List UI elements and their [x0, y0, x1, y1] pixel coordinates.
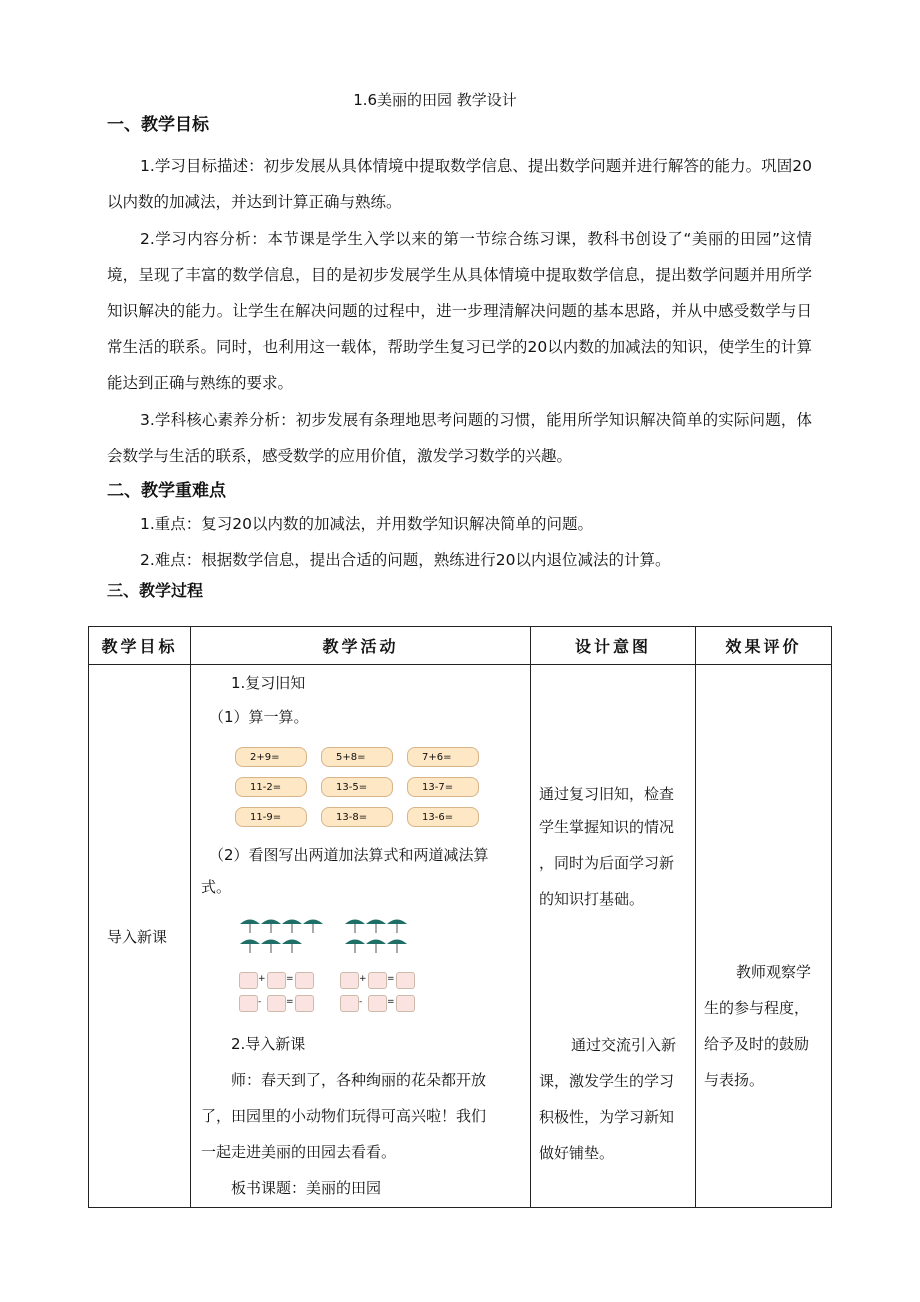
picture-task: 式。 [201, 878, 232, 896]
calc-card: 13-5= [321, 777, 393, 797]
operator-symbol: + [359, 974, 367, 984]
teacher-line: 了，田园里的小动物们玩得可高兴啦！我们 [201, 1107, 487, 1125]
calc-card: 11-9= [235, 807, 307, 827]
section-heading: 一、教学目标 [107, 115, 209, 135]
evaluation-line: 与表扬。 [704, 1071, 765, 1089]
header-goal: 教学目标 [89, 627, 191, 665]
intent-line: ，同时为后面学习新 [539, 854, 675, 872]
umbrella-icon [386, 937, 408, 953]
document-title: 1.6美丽的田园 教学设计 [353, 91, 517, 109]
paragraph: 3.学科核心素养分析：初步发展有条理地思考问题的习惯，能用所学知识解决简单的实际问题，体会数学与生活的联系，感受数学的应用价值，激发学习数学的兴趣。 [107, 411, 812, 465]
answer-box [239, 972, 258, 989]
review-title: 1.复习旧知 [231, 674, 306, 692]
umbrella-icon [386, 917, 408, 933]
calc-card: 5+8= [321, 747, 393, 767]
operator-symbol: + [258, 974, 266, 984]
calc-card: 2+9= [235, 747, 307, 767]
answer-box [267, 972, 286, 989]
equals-symbol: = [286, 997, 294, 1007]
umbrella-icon [239, 937, 261, 953]
paragraph: 2.难点：根据数学信息，提出合适的问题，熟练进行20以内退位减法的计算。 [140, 551, 671, 569]
header-evaluation: 效果评价 [696, 627, 832, 665]
intent-line: 通过复习旧知，检查 [539, 785, 675, 803]
equals-symbol: = [286, 974, 294, 984]
intent-line: 的知识打基础。 [539, 890, 645, 908]
answer-box [267, 995, 286, 1012]
answer-box [340, 995, 359, 1012]
evaluation-line: 给予及时的鼓励 [704, 1035, 810, 1053]
calc-card: 13-7= [407, 777, 479, 797]
umbrella-icon [344, 917, 366, 933]
calc-card: 7+6= [407, 747, 479, 767]
umbrella-icon [239, 917, 261, 933]
answer-box [368, 995, 387, 1012]
lesson-table [88, 626, 832, 1208]
answer-box [368, 972, 387, 989]
umbrella-icon [344, 937, 366, 953]
teacher-line: 师：春天到了，各种绚丽的花朵都开放 [231, 1071, 487, 1089]
answer-box [396, 972, 415, 989]
paragraph: 1.重点：复习20以内数的加减法，并用数学知识解决简单的问题。 [140, 515, 594, 533]
answer-box [295, 972, 314, 989]
picture-task: （2）看图写出两道加法算式和两道减法算 [209, 846, 489, 864]
intent-line: 通过交流引入新 [571, 1036, 677, 1054]
umbrella-icon [281, 917, 303, 933]
paragraph: 1.学习目标描述：初步发展从具体情境中提取数学信息、提出数学问题并进行解答的能力。巩固20以内数的加减法，并达到计算正确与熟练。 [107, 157, 812, 211]
evaluation-line: 生的参与程度， [704, 999, 810, 1017]
calc-card: 13-8= [321, 807, 393, 827]
board-title: 板书课题：美丽的田园 [231, 1179, 382, 1197]
section-heading: 二、教学重难点 [107, 481, 226, 501]
answer-box [295, 995, 314, 1012]
goal-cell: 导入新课 [107, 928, 168, 946]
umbrella-icon [365, 937, 387, 953]
operator-symbol: - [258, 997, 262, 1007]
calc-card: 11-2= [235, 777, 307, 797]
equals-symbol: = [387, 997, 395, 1007]
answer-box [239, 995, 258, 1012]
teacher-line: 一起走进美丽的田园去看看。 [201, 1143, 397, 1161]
section-heading: 三、教学过程 [107, 581, 204, 600]
header-intent: 设计意图 [531, 627, 696, 665]
evaluation-line: 教师观察学 [736, 963, 812, 981]
calc-card: 13-6= [407, 807, 479, 827]
calc-title: （1）算一算。 [209, 708, 309, 726]
operator-symbol: - [359, 997, 363, 1007]
answer-box [340, 972, 359, 989]
umbrella-icon [260, 937, 282, 953]
umbrella-icon [302, 917, 324, 933]
intent-line: 积极性，为学习新知 [539, 1108, 675, 1126]
intro-title: 2.导入新课 [231, 1035, 306, 1053]
umbrella-icon [365, 917, 387, 933]
answer-box [396, 995, 415, 1012]
umbrella-icon [260, 917, 282, 933]
header-activity: 教学活动 [191, 627, 531, 665]
intent-line: 课，激发学生的学习 [539, 1072, 675, 1090]
intent-line: 学生掌握知识的情况 [539, 818, 675, 836]
paragraph: 2.学习内容分析：本节课是学生入学以来的第一节综合练习课，教科书创设了“美丽的田园”这情境，呈现了丰富的数学信息，目的是初步发展学生从具体情境中提取数学信息，提出数学问题并用所学知识解决的能力。让学生在解决问题的过程中，进一步理清解决问题的基本思路，并从中感受数学与日常生活的联系。同时，也利用这一载体，帮助学生复习已学的20以内数的加减法的知识，使学生的计算能达到正确与熟练的要求。 [107, 230, 812, 392]
equals-symbol: = [387, 974, 395, 984]
umbrella-icon [281, 937, 303, 953]
intent-line: 做好铺垫。 [539, 1144, 615, 1162]
